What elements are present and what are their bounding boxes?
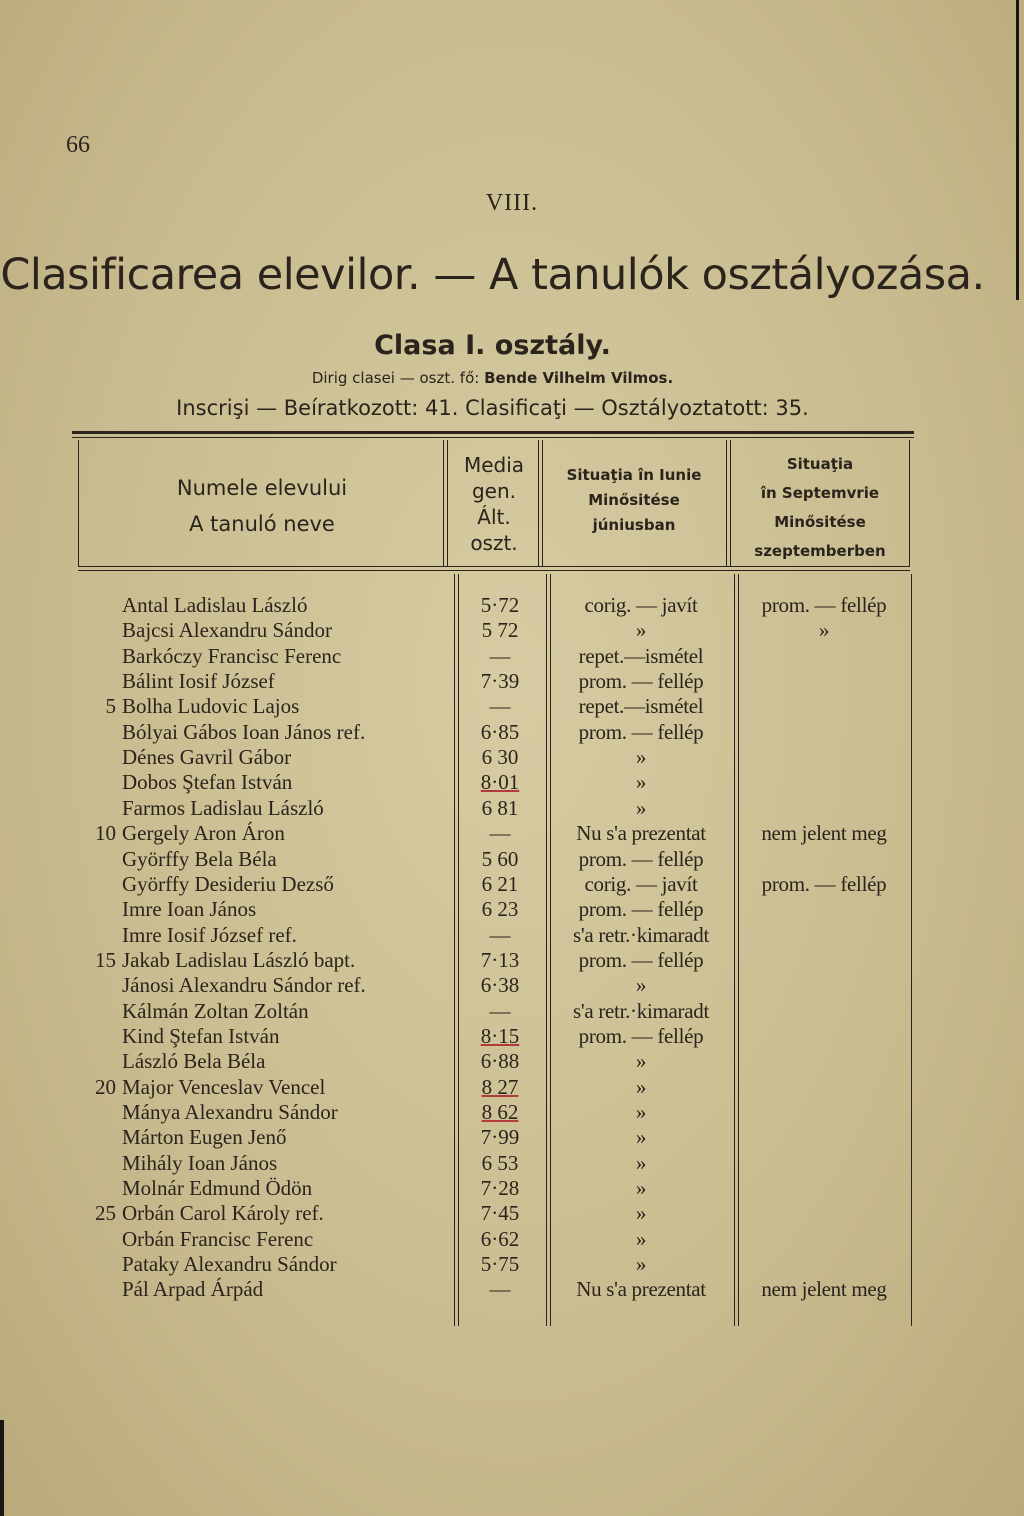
june-status: prom. — fellép xyxy=(578,897,704,921)
june-status: corig. — javít xyxy=(584,593,698,617)
general-average: 6 30 xyxy=(481,745,519,769)
student-name: Dénes Gavril Gábor xyxy=(122,745,292,769)
table-row xyxy=(0,796,1024,821)
header-sept-line: Situaţia xyxy=(786,455,854,473)
table-row xyxy=(0,593,1024,618)
general-average: — xyxy=(489,999,511,1023)
september-status: nem jelent meg xyxy=(761,821,887,845)
table-row xyxy=(0,694,1024,719)
table-row xyxy=(0,847,1024,872)
student-name: Orbán Carol Károly ref. xyxy=(122,1201,324,1225)
header-name xyxy=(82,470,442,542)
general-average: 7·45 xyxy=(480,1201,520,1225)
student-name: Györffy Bela Béla xyxy=(122,847,277,871)
class-teacher-label: Dirig clasei — oszt. fő: xyxy=(311,369,480,387)
general-average: — xyxy=(489,694,511,718)
june-status: prom. — fellép xyxy=(578,1024,704,1048)
june-status: » xyxy=(635,1201,647,1225)
table-row xyxy=(0,770,1024,795)
student-name: Kind Ştefan István xyxy=(122,1024,280,1048)
june-status: » xyxy=(635,1100,647,1124)
june-status: Nu s'a prezentat xyxy=(576,1277,706,1301)
column-line xyxy=(542,440,543,566)
header-name-ro: Numele elevului xyxy=(176,476,348,500)
table-row xyxy=(0,1227,1024,1252)
column-line xyxy=(538,440,539,566)
student-name: Györffy Desideriu Dezső xyxy=(122,872,334,896)
student-name: Bajcsi Alexandru Sándor xyxy=(122,618,332,642)
table-row xyxy=(0,948,1024,973)
row-number: 5 xyxy=(105,694,116,718)
general-average: 8·15 xyxy=(480,1024,520,1048)
general-average: 6·62 xyxy=(480,1227,520,1251)
june-status: » xyxy=(635,1049,647,1073)
table-row xyxy=(0,821,1024,846)
table-row xyxy=(0,618,1024,643)
page-title: Clasificarea elevilor. — A tanulók osztályozása. xyxy=(0,250,985,300)
table-rule-header-bottom xyxy=(78,566,910,567)
table-row xyxy=(0,1277,1024,1302)
student-name: Pataky Alexandru Sándor xyxy=(122,1252,337,1276)
student-name: Dobos Ştefan István xyxy=(122,770,293,794)
row-number: 25 xyxy=(95,1201,116,1225)
section-numeral: VIII. xyxy=(485,190,539,216)
general-average: 6·38 xyxy=(480,973,520,997)
header-sept-line: szeptemberben xyxy=(754,542,886,560)
table-row xyxy=(0,1201,1024,1226)
table-row xyxy=(0,999,1024,1024)
student-name: Jánosi Alexandru Sándor ref. xyxy=(122,973,366,997)
student-name: Kálmán Zoltan Zoltán xyxy=(122,999,309,1023)
table-row xyxy=(0,1024,1024,1049)
class-teacher-name: Bende Vilhelm Vilmos. xyxy=(484,369,674,387)
june-status: » xyxy=(635,1252,647,1276)
student-name: Farmos Ladislau László xyxy=(122,796,324,820)
header-june xyxy=(546,463,722,538)
general-average: 8·01 xyxy=(480,770,520,794)
june-status: s'a retr.·kimaradt xyxy=(573,999,709,1023)
table-rule-top-thick xyxy=(72,431,914,434)
enrolment-summary: Inscrişi — Beíratkozott: 41. Clasificaţi — Osztályoztatott: 35. xyxy=(176,396,809,420)
header-media xyxy=(452,452,536,556)
table-row xyxy=(0,923,1024,948)
student-name: Orbán Francisc Ferenc xyxy=(122,1227,314,1251)
student-name: Bolha Ludovic Lajos xyxy=(122,694,300,718)
september-status: nem jelent meg xyxy=(761,1277,887,1301)
header-media-line: oszt. xyxy=(470,531,518,555)
student-name: Bólyai Gábos Ioan János ref. xyxy=(122,720,366,744)
class-title: Clasa I. osztály. xyxy=(374,330,611,361)
header-september xyxy=(734,450,906,566)
column-line xyxy=(730,440,731,566)
june-status: » xyxy=(635,618,647,642)
june-status: » xyxy=(635,1176,647,1200)
general-average: — xyxy=(489,1277,511,1301)
table-row xyxy=(0,1151,1024,1176)
page-edge-mark xyxy=(0,1420,4,1516)
student-name: Antal Ladislau László xyxy=(122,593,308,617)
general-average: 7·99 xyxy=(480,1125,520,1149)
header-media-line: gen. xyxy=(471,479,517,503)
header-june-line: Situaţia în Iunie xyxy=(566,466,702,484)
header-sept-line: Minősitése xyxy=(774,513,866,531)
general-average: 5 60 xyxy=(481,847,519,871)
page-number: 66 xyxy=(66,132,90,158)
june-status: s'a retr.·kimaradt xyxy=(573,923,709,947)
header-june-line: Minősitése xyxy=(588,491,680,509)
student-name: Márton Eugen Jenő xyxy=(122,1125,287,1149)
column-line xyxy=(909,440,910,566)
june-status: » xyxy=(635,1125,647,1149)
table-row xyxy=(0,669,1024,694)
june-status: repet.—ismétel xyxy=(578,694,704,718)
table-rule-top-thin xyxy=(72,437,914,438)
june-status: prom. — fellép xyxy=(578,847,704,871)
june-status: » xyxy=(635,770,647,794)
general-average: 6·88 xyxy=(480,1049,520,1073)
general-average: 6·85 xyxy=(480,720,520,744)
june-status: repet.—ismétel xyxy=(578,644,704,668)
general-average: — xyxy=(489,644,511,668)
table-row xyxy=(0,644,1024,669)
general-average: 8 27 xyxy=(481,1075,519,1099)
june-status: prom. — fellép xyxy=(578,669,704,693)
general-average: 8 62 xyxy=(481,1100,519,1124)
header-sept-line: în Septemvrie xyxy=(760,484,880,502)
june-status: Nu s'a prezentat xyxy=(576,821,706,845)
row-number: 20 xyxy=(95,1075,116,1099)
general-average: 7·13 xyxy=(480,948,520,972)
general-average: 6 53 xyxy=(481,1151,519,1175)
row-number: 15 xyxy=(95,948,116,972)
general-average: 5·75 xyxy=(480,1252,520,1276)
general-average: 6 81 xyxy=(481,796,519,820)
table-row xyxy=(0,1049,1024,1074)
table-row xyxy=(0,973,1024,998)
general-average: — xyxy=(489,923,511,947)
june-status: prom. — fellép xyxy=(578,948,704,972)
table-row xyxy=(0,1252,1024,1277)
general-average: 6 21 xyxy=(481,872,519,896)
student-name: Mihály Ioan János xyxy=(122,1151,278,1175)
september-status: » xyxy=(818,618,830,642)
header-media-line: Media xyxy=(463,453,525,477)
student-name: Bálint Iosif József xyxy=(122,669,275,693)
general-average: 7·39 xyxy=(480,669,520,693)
student-name: Major Venceslav Vencel xyxy=(122,1075,326,1099)
june-status: » xyxy=(635,973,647,997)
student-name: Molnár Edmund Ödön xyxy=(122,1176,313,1200)
column-line xyxy=(447,440,448,566)
table-row xyxy=(0,745,1024,770)
row-number: 10 xyxy=(95,821,116,845)
student-name: Mánya Alexandru Sándor xyxy=(122,1100,338,1124)
table-row xyxy=(0,1125,1024,1150)
june-status: corig. — javít xyxy=(584,872,698,896)
june-status: » xyxy=(635,1227,647,1251)
table-row xyxy=(0,897,1024,922)
header-media-line: Ált. xyxy=(477,505,511,529)
june-status: » xyxy=(635,1075,647,1099)
table-row xyxy=(0,720,1024,745)
student-name: Pál Arpad Árpád xyxy=(122,1277,264,1301)
header-june-line: júniusban xyxy=(592,516,676,534)
june-status: prom. — fellép xyxy=(578,720,704,744)
student-name: Imre Ioan János xyxy=(122,897,257,921)
table-row xyxy=(0,872,1024,897)
table-row xyxy=(0,1075,1024,1100)
table-rule-header-bottom-2 xyxy=(78,570,910,571)
september-status: prom. — fellép xyxy=(761,593,887,617)
june-status: » xyxy=(635,1151,647,1175)
column-line xyxy=(726,440,727,566)
general-average: — xyxy=(489,821,511,845)
june-status: » xyxy=(635,796,647,820)
header-name-hu: A tanuló neve xyxy=(189,512,335,536)
september-status: prom. — fellép xyxy=(761,872,887,896)
student-name: Imre Iosif József ref. xyxy=(122,923,297,947)
general-average: 5·72 xyxy=(480,593,520,617)
student-name: Barkóczy Francisc Ferenc xyxy=(122,644,342,668)
general-average: 5 72 xyxy=(481,618,519,642)
student-name: Jakab Ladislau László bapt. xyxy=(122,948,356,972)
student-name: Gergely Aron Áron xyxy=(122,821,285,845)
student-name: László Bela Béla xyxy=(122,1049,266,1073)
column-line xyxy=(78,440,79,566)
class-teacher xyxy=(0,369,985,387)
general-average: 6 23 xyxy=(481,897,519,921)
table-row xyxy=(0,1100,1024,1125)
page-edge-mark xyxy=(1016,0,1019,300)
column-line xyxy=(443,440,444,566)
june-status: » xyxy=(635,745,647,769)
general-average: 7·28 xyxy=(480,1176,520,1200)
table-row xyxy=(0,1176,1024,1201)
